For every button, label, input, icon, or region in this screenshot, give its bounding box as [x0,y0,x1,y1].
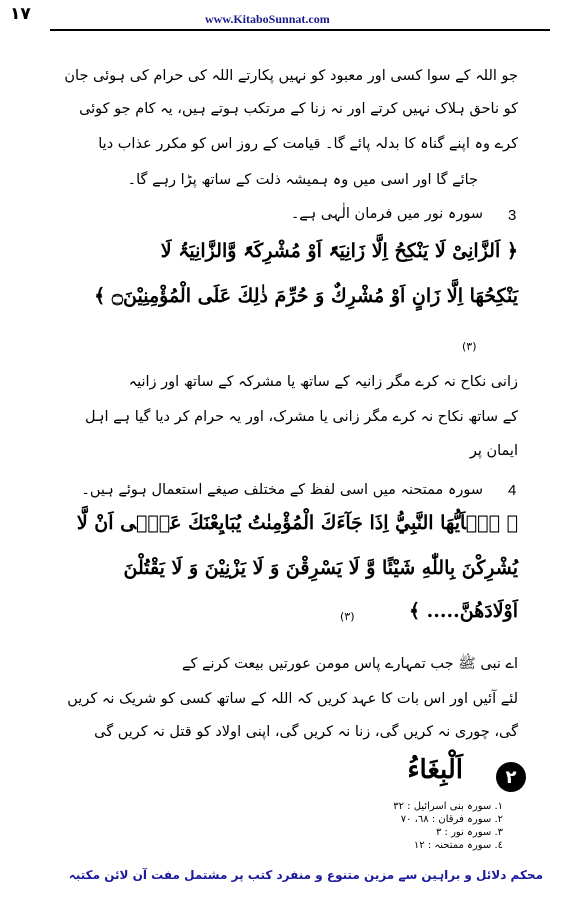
item-3-ayah-line-1: ﴿ اَلزَّانِیْ لَا یَنْکِحُ اِلَّا زَانِیَۃً اَوْ مُشْرِکَۃً وَّالزَّانِیَۃُ لَا [160,240,518,262]
item-3-reference: (٣) [462,340,477,353]
footnote-4: ٤. سورہ ممتحنہ : ١٢ [413,840,503,851]
item-4-ayah-line-2: يُشْرِكْنَ بِاللّٰهِ شَيْئًا وَّ لَا يَسْرِقْنَ وَ لَا يَزْنِيْنَ وَ لَا يَقْتُلْنَ [123,557,518,579]
item-4-translation-line-3: گی، چوری نہ کریں گی، زنا نہ کریں گی، اپنی اولاد کو قتل نہ کریں گی [94,724,518,740]
intro-line-1: جو اللہ کے سوا کسی اور معبود کو نہیں پکارتے اللہ کی حرام کی ہوئی جان [64,68,518,84]
intro-line-2: کو ناحق ہلاک نہیں کرتے اور نہ زنا کے مرتکب ہوتے ہیں، یہ کام جو کوئی [79,101,518,117]
intro-line-4: جائے گا اور اسی میں وہ ہمیشہ ذلت کے ساتھ پڑا رہے گا۔ [127,172,478,188]
section-title: اَلْبِغَاءُ [407,755,463,785]
item-4-number: 4 [508,482,517,499]
website-link[interactable]: www.KitaboSunnat.com [205,12,330,26]
footnotes [303,800,503,852]
footnote-1: ١. سورہ بنی اسرائیل : ٣٢ [393,801,503,812]
item-4-translation-line-2: لئے آئیں اور اس بات کا عہد کریں کہ اللہ کے ساتھ کسی کو شریک نہ کریں [67,691,518,707]
item-4-translation-line-1: اے نبی ﷺ جب تمہارے پاس مومن عورتیں بیعت کرنے کے [182,656,518,672]
section-number-badge: ٢ [496,762,526,792]
item-3-heading: سورہ نور میں فرمان الٰہی ہے۔ [290,206,483,222]
item-4-reference: (٣) [340,610,355,623]
item-3-translation-line-1: زانی نکاح نہ کرے مگر زانیہ کے ساتھ یا مشرکہ کے ساتھ اور زانیہ [128,374,518,390]
item-3-number: 3 [508,207,517,224]
item-4-ayah-line-3: اَوْلَادَهُنَّ..... ﴾ [408,600,518,622]
item-4-heading: سورہ ممتحنہ میں اسی لفظ کے مختلف صیغے استعمال ہوئے ہیں۔ [81,482,483,498]
header-rule [50,29,550,31]
footnote-2: ٢. سورہ فرقان : ٦٨، ٧٠ [400,814,503,825]
footer-banner[interactable]: محکم دلائل و براہین سے مزین متنوع و منفرد کتب پر مشتمل مفت آن لائن مکتبہ [68,868,543,882]
intro-line-3: کرے وہ اپنے گناہ کا بدلہ پائے گا۔ قیامت کے روز اس کو مکرر عذاب دیا [98,136,518,152]
item-4-ayah-line-1: ﴿ يٰۤاَيُّهَا النَّبِيُّ اِذَا جَآءَكَ الْمُؤْمِنٰتُ يُبَايِعْنَكَ عَلٰۤى اَنْ لَّا [76,512,518,534]
page-number: ١٧ [10,4,31,24]
item-3-translation-line-2: کے ساتھ نکاح نہ کرے مگر زانی یا مشرک، اور یہ حرام کر دیا گیا ہے اہل [85,409,518,425]
footnote-3: ٣. سورہ نور : ٣ [435,827,503,838]
item-3-ayah-line-2: یَنْکِحُھَا اِلَّا زَانٍ اَوْ مُشْرِكٌ وَ حُرِّمَ ذٰلِكَ عَلَى الْمُؤْمِنِيْنَ۝ ﴾ [94,285,518,307]
item-3-translation-line-3: ایمان پر [469,443,518,459]
